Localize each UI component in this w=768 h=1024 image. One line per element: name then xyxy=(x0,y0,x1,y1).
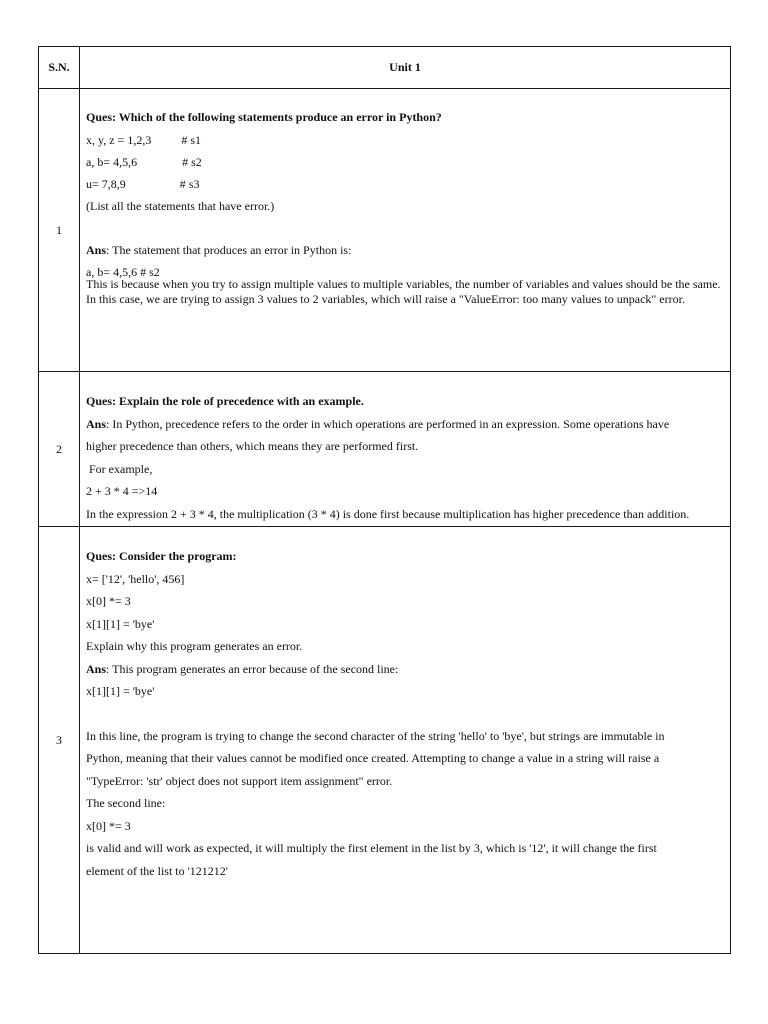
second-line-label: The second line: xyxy=(86,796,166,811)
paragraph-line: "TypeError: 'str' object does not support item assignment" error. xyxy=(86,773,393,788)
second-line-code: x[0] *= 3 xyxy=(86,818,131,833)
header-unit: Unit 1 xyxy=(80,47,731,89)
header-row xyxy=(39,47,731,89)
answer-cell xyxy=(80,89,731,372)
table-row xyxy=(39,372,731,527)
explanation-text: This is because when you try to assign multiple values to multiple variables, the number of variables and values should be the same. In this case, we are trying to assign 3 values to 2 variables, which will raise a "ValueError: too many values to unpack" error. xyxy=(86,277,721,307)
answer-label: Ans xyxy=(86,661,107,676)
answer-text: higher precedence than others, which means they are performed first. xyxy=(86,439,419,454)
question-text: Ques: Explain the role of precedence with an example. xyxy=(86,394,364,409)
paragraph-line: is valid and will work as expected, it will multiply the first element in the list by 3, which is '12', it will change the first xyxy=(86,841,657,856)
code-line: a, b= 4,5,6 # s2 xyxy=(86,155,202,170)
example-label: For example, xyxy=(86,461,153,476)
note-text: (List all the statements that have error.) xyxy=(86,199,275,214)
answer-cell xyxy=(80,372,731,527)
table-row xyxy=(39,89,731,372)
code-line: x[0] *= 3 xyxy=(86,594,131,609)
answer-label: Ans xyxy=(86,416,107,431)
paragraph-line: Python, meaning that their values cannot be modified once created. Attempting to change a value in a string will raise a xyxy=(86,751,660,766)
serial-number: 1 xyxy=(39,89,80,372)
code-line: x, y, z = 1,2,3 # s1 xyxy=(86,133,201,148)
header-sn: S.N. xyxy=(39,47,80,89)
paragraph-line: element of the list to '121212' xyxy=(86,863,228,878)
paragraph-line: In this line, the program is trying to change the second character of the string 'hello' to 'bye', but strings are immutable in xyxy=(86,728,665,743)
answer-text: : In Python, precedence refers to the order in which operations are performed in an expression. Some operations have xyxy=(106,416,670,431)
code-line: u= 7,8,9 # s3 xyxy=(86,177,200,192)
serial-number: 2 xyxy=(39,372,80,527)
example-explanation: In the expression 2 + 3 * 4, the multiplication (3 * 4) is done first because multiplication has higher precedence than addition. xyxy=(86,506,690,521)
table-row xyxy=(39,527,731,954)
answer-label: Ans xyxy=(86,243,107,258)
serial-number: 3 xyxy=(39,527,80,954)
example-expression: 2 + 3 * 4 =>14 xyxy=(86,484,158,499)
code-line: x= ['12', 'hello', 456] xyxy=(86,571,185,586)
question-text: Ques: Consider the program: xyxy=(86,549,237,564)
answer-cell xyxy=(80,527,731,954)
question-text: Ques: Which of the following statements produce an error in Python? xyxy=(86,110,442,125)
answer-text: : This program generates an error because of the second line: xyxy=(106,661,399,676)
answer-code: x[1][1] = 'bye' xyxy=(86,684,155,699)
qa-table xyxy=(38,46,731,954)
answer-code: a, b= 4,5,6 # s2 xyxy=(86,265,160,280)
code-line: x[1][1] = 'bye' xyxy=(86,616,155,631)
prompt-text: Explain why this program generates an error. xyxy=(86,639,303,654)
answer-text: : The statement that produces an error in Python is: xyxy=(106,243,352,258)
